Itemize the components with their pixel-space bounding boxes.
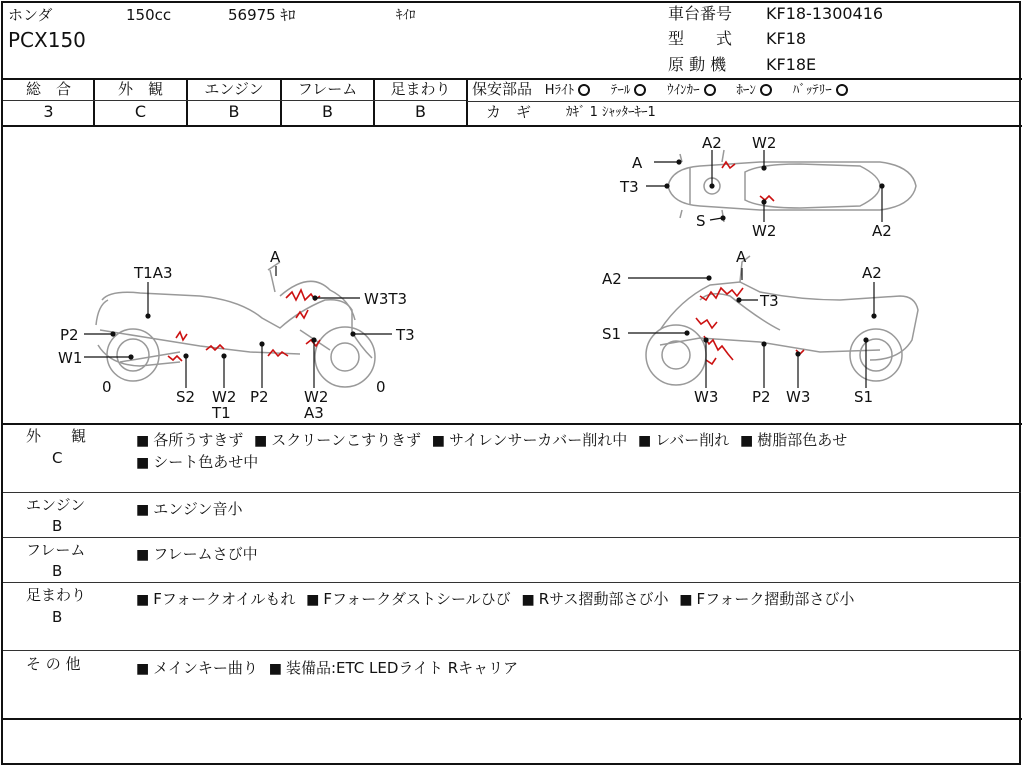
key-label: カ ギ [486, 103, 532, 121]
note-item: シート色あせ中 [153, 453, 259, 471]
bullet-icon: ■ [740, 433, 754, 449]
mileage: 56975 ｷﾛ [228, 6, 296, 24]
note-other-line1 [136, 657, 518, 678]
winker-label: ｳｲﾝｶｰ [667, 83, 700, 98]
note-engine-line1 [136, 498, 243, 519]
engine-label: エンジン [204, 80, 264, 98]
note-engine-grade: B [52, 517, 63, 535]
model-name: PCX150 [8, 28, 86, 52]
engine-model-label: 原 動 機 [668, 55, 727, 74]
note-frame-line1 [136, 543, 258, 564]
safety-label: 保安部品 [472, 80, 533, 98]
note-exterior-grade: C [52, 449, 63, 467]
right-p2-label: P2 [752, 388, 771, 406]
note-item: 樹脂部色あせ [757, 431, 848, 449]
top-t3-label: T3 [620, 178, 639, 196]
battery-label: ﾊﾞｯﾃﾘｰ [792, 83, 832, 98]
left-w2-label: W2 [212, 388, 237, 406]
displacement: 150cc [126, 6, 172, 24]
right-a2-right-label: A2 [862, 264, 882, 282]
horn-label: ﾎｰﾝ [736, 83, 756, 98]
note-exterior-line1 [136, 429, 847, 450]
damage-marks [168, 162, 804, 364]
note-item: Rサス摺動部さび小 [538, 590, 669, 608]
note-item: レバー削れ [655, 431, 730, 449]
bullet-icon: ■ [268, 661, 282, 677]
left-p2-label: P2 [60, 326, 79, 344]
total-grade: 3 [43, 102, 54, 121]
note-other-label: そ の 他 [26, 655, 81, 673]
headlight-label: Hﾗｲﾄ [544, 83, 575, 98]
note-item: エンジン音小 [153, 500, 243, 518]
frame-no: KF18-1300416 [766, 4, 884, 23]
type-label: 型 式 [668, 29, 733, 48]
total-label: 総 合 [25, 80, 71, 98]
engine-model-value: KF18E [766, 55, 817, 74]
left-w3t3-label: W3T3 [364, 290, 408, 308]
left-t1a3-label: T1A3 [134, 264, 173, 282]
left-p2-bottom-label: P2 [250, 388, 269, 406]
note-frame-label: フレーム [26, 541, 86, 559]
top-s-label: S [696, 212, 706, 230]
top-w2-top-label: W2 [752, 134, 777, 152]
leader-lines [84, 150, 884, 388]
top-a2-left-label: A2 [702, 134, 722, 152]
note-item: スクリーンこすりきず [271, 431, 421, 449]
key-value: ｶｷﾞ 1 ｼｬｯﾀｰｷｰ1 [566, 105, 656, 120]
right-t3-label: T3 [760, 292, 779, 310]
divider [2, 423, 1022, 425]
note-frame-grade: B [52, 562, 63, 580]
bullet-icon: ■ [136, 433, 150, 449]
bullet-icon: ■ [638, 433, 652, 449]
left-a-label: A [270, 248, 281, 266]
right-w3-right-label: W3 [786, 388, 811, 406]
exterior-grade: C [134, 102, 147, 121]
bullet-icon: ■ [521, 592, 535, 608]
frame-label: フレーム [297, 80, 358, 98]
left-t3-label: T3 [396, 326, 415, 344]
divider [3, 650, 1021, 651]
exterior-label: 外 観 [117, 80, 163, 98]
right-a-label: A [736, 248, 747, 266]
note-item: フレームさび中 [153, 545, 258, 563]
right-s1-right-label: S1 [854, 388, 874, 406]
note-item: Fフォーク摺動部さび小 [696, 590, 855, 608]
bullet-icon: ■ [431, 433, 445, 449]
left-zero-right-label: 0 [376, 378, 386, 396]
type-value: KF18 [766, 29, 807, 48]
maker: ホンダ [8, 6, 53, 24]
engine-grade: B [228, 102, 240, 121]
note-item: Fフォークオイルもれ [153, 590, 296, 608]
left-s2-label: S2 [176, 388, 196, 406]
left-w2-right-label: W2 [304, 388, 329, 406]
mileage-unit: ｷｲﾛ [396, 8, 416, 23]
top-a2-right-label: A2 [872, 222, 892, 240]
bullet-icon: ■ [679, 592, 693, 608]
divider [2, 718, 1022, 720]
note-item: サイレンサーカバー削れ中 [448, 431, 628, 449]
divider [3, 537, 1021, 538]
note-item: メインキー曲り [153, 659, 258, 677]
bullet-icon: ■ [136, 502, 150, 518]
note-engine-label: エンジン [26, 496, 86, 514]
note-item: Fフォークダストシールひび [323, 590, 511, 608]
top-a-label: A [632, 154, 643, 172]
frame-grade: B [322, 102, 333, 121]
bullet-icon: ■ [306, 592, 320, 608]
right-w3-left-label: W3 [694, 388, 719, 406]
left-a3-label: A3 [304, 404, 324, 422]
right-s1-left-label: S1 [602, 325, 622, 343]
bullet-icon: ■ [136, 547, 150, 563]
suspension-grade: B [415, 102, 426, 121]
note-suspension-label: 足まわり [26, 586, 87, 604]
suspension-label: 足まわり [390, 80, 451, 98]
tail-label: ﾃｰﾙ [610, 83, 631, 98]
left-w1-label: W1 [58, 349, 83, 367]
left-zero-left-label: 0 [102, 378, 112, 396]
bullet-icon: ■ [136, 455, 150, 471]
right-a2-left-label: A2 [602, 270, 622, 288]
note-item: 各所うすきず [153, 431, 244, 449]
top-w2-bottom-label: W2 [752, 222, 777, 240]
frame-no-label: 車台番号 [668, 4, 733, 23]
note-suspension-line1 [136, 588, 854, 609]
divider [3, 492, 1021, 493]
bullet-icon: ■ [136, 661, 150, 677]
note-item: 装備品:ETC LEDライト Rキャリア [285, 659, 519, 677]
note-suspension-grade: B [52, 608, 63, 626]
note-exterior-label: 外 観 [26, 427, 87, 445]
bullet-icon: ■ [254, 433, 268, 449]
left-t1-label: T1 [212, 404, 231, 422]
note-exterior-line2 [136, 451, 258, 472]
divider [3, 582, 1021, 583]
bullet-icon: ■ [136, 592, 150, 608]
